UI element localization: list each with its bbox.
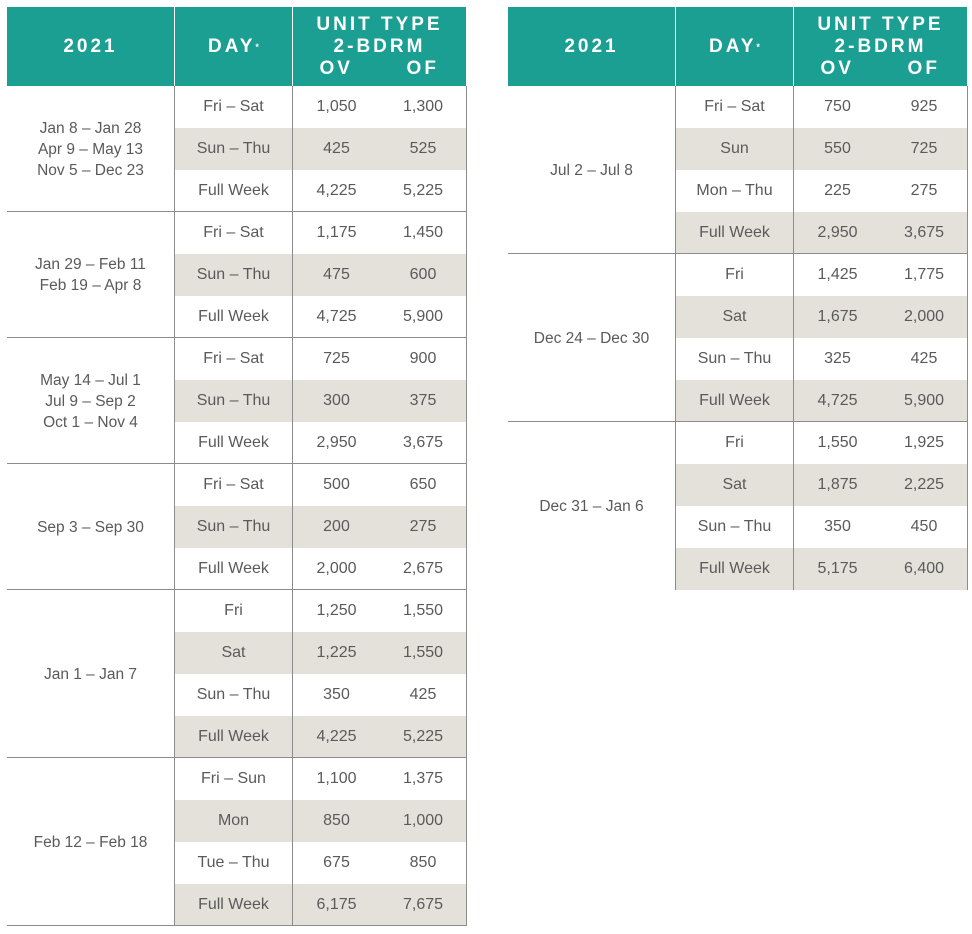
ov-points-cell: 1,550 [817, 434, 858, 451]
column-divider [675, 86, 676, 590]
of-points-cell: 2,225 [903, 476, 945, 493]
table-row [175, 212, 466, 254]
day-cell: Mon [217, 812, 250, 829]
table-row [676, 212, 967, 254]
date-range-line: Jan 1 – Jan 7 [43, 665, 138, 683]
table-row [175, 758, 466, 800]
of-points-cell: 1,550 [402, 602, 444, 619]
header-of: OF [907, 57, 940, 79]
table-row [676, 506, 967, 548]
table-row [676, 254, 967, 296]
day-cell: Fri [725, 266, 744, 283]
of-points-cell: 5,225 [402, 728, 444, 745]
table-row [676, 338, 967, 380]
column-divider [466, 86, 467, 926]
table-row [175, 254, 466, 296]
of-points-cell: 1,450 [402, 224, 444, 241]
date-range-line: Sep 3 – Sep 30 [37, 518, 144, 536]
table-row [175, 422, 466, 464]
header-year: 2021 [63, 35, 118, 57]
ov-points-cell: 2,950 [316, 434, 357, 451]
ov-points-cell: 1,425 [817, 266, 858, 283]
date-range [7, 212, 174, 338]
day-cell: Full Week [198, 434, 269, 451]
of-points-cell: 525 [409, 140, 437, 157]
table-row [676, 86, 967, 128]
table-row [175, 506, 466, 548]
table-row [175, 590, 466, 632]
of-points-cell: 1,550 [402, 644, 444, 661]
ov-points-cell: 1,675 [817, 308, 858, 325]
of-points-cell: 5,225 [402, 182, 444, 199]
header-day-footnote-mark: * [756, 41, 760, 52]
date-range [508, 254, 675, 422]
of-points-cell: 1,300 [402, 98, 444, 115]
column-divider [967, 86, 968, 590]
of-points-cell: 600 [409, 266, 437, 283]
day-cell: Fri – Sat [203, 98, 264, 115]
date-range-line: Nov 5 – Dec 23 [37, 161, 144, 179]
day-cell: Sun – Thu [697, 518, 772, 535]
table-row [676, 380, 967, 422]
of-points-cell: 650 [409, 476, 437, 493]
date-range [508, 422, 675, 590]
of-points-cell: 425 [409, 686, 437, 703]
date-range-lines [35, 254, 146, 296]
header-day-label: DAY [208, 35, 256, 57]
of-points-cell: 850 [409, 854, 437, 871]
header-ov: OV [820, 57, 854, 79]
ov-points-cell: 2,950 [817, 224, 858, 241]
ov-points-cell: 5,175 [817, 560, 858, 577]
day-cell: Full Week [699, 392, 770, 409]
date-range-lines [550, 160, 633, 181]
day-cell: Full Week [198, 308, 269, 325]
table-header [7, 7, 466, 86]
of-points-cell: 275 [910, 182, 938, 199]
of-points-cell: 2,675 [402, 560, 444, 577]
column-divider [793, 86, 794, 590]
ov-points-cell: 550 [824, 140, 851, 157]
of-points-cell: 900 [409, 350, 437, 367]
day-cell: Fri [725, 434, 744, 451]
day-cell: Tue – Thu [197, 854, 270, 871]
of-points-cell: 275 [409, 518, 437, 535]
date-range-line: May 14 – Jul 1 [40, 371, 141, 389]
date-range-line: Oct 1 – Nov 4 [43, 413, 138, 431]
ov-points-cell: 1,875 [817, 476, 858, 493]
date-range-lines [34, 832, 148, 853]
date-range-lines [37, 517, 144, 538]
table-row [175, 800, 466, 842]
date-range-line: Dec 24 – Dec 30 [533, 329, 650, 347]
day-cell: Sun – Thu [196, 686, 271, 703]
header-unit-size: 2-BDRM [834, 35, 927, 57]
day-cell: Sat [722, 308, 747, 325]
date-range-lines [44, 664, 137, 685]
ov-points-cell: 350 [323, 686, 350, 703]
table-row [175, 548, 466, 590]
ov-points-cell: 750 [824, 98, 851, 115]
of-points-cell: 725 [910, 140, 938, 157]
date-range-line: Jan 29 – Feb 11 [35, 256, 146, 273]
day-cell: Fri [224, 602, 243, 619]
header-of: OF [406, 57, 439, 79]
of-points-cell: 1,775 [903, 266, 945, 283]
table-row [676, 296, 967, 338]
table-row [175, 464, 466, 506]
header-day [175, 7, 292, 86]
day-cell: Full Week [198, 728, 269, 745]
date-range-lines [534, 328, 649, 349]
ov-points-cell: 1,050 [316, 98, 357, 115]
date-range-line: Feb 12 – Feb 18 [33, 833, 148, 851]
day-cell: Sun [720, 140, 749, 157]
day-cell: Full Week [198, 896, 269, 913]
day-cell: Sun – Thu [196, 392, 271, 409]
ov-points-cell: 475 [323, 266, 350, 283]
day-cell: Sat [722, 476, 747, 493]
ov-points-cell: 1,250 [316, 602, 357, 619]
ov-points-cell: 4,225 [316, 182, 357, 199]
ov-points-cell: 350 [824, 518, 851, 535]
date-range-line: Jan 8 – Jan 28 [39, 119, 142, 137]
table-row [676, 464, 967, 506]
of-points-cell: 1,375 [402, 770, 444, 787]
ov-points-cell: 675 [323, 854, 350, 871]
of-points-cell: 5,900 [903, 392, 945, 409]
date-range [7, 758, 174, 926]
day-cell: Full Week [699, 560, 770, 577]
table-row [175, 128, 466, 170]
table-header [508, 7, 967, 86]
ov-points-cell: 6,175 [316, 896, 357, 913]
ov-points-cell: 1,175 [316, 224, 357, 241]
table-row [175, 86, 466, 128]
header-unit-type-label: UNIT TYPE [316, 13, 443, 35]
ov-points-cell: 325 [824, 350, 851, 367]
ov-points-cell: 725 [323, 350, 350, 367]
ov-points-cell: 4,725 [817, 392, 858, 409]
day-cell: Fri – Sat [203, 476, 264, 493]
of-points-cell: 3,675 [903, 224, 945, 241]
ov-points-cell: 4,725 [316, 308, 357, 325]
day-cell: Sat [221, 644, 246, 661]
date-range-lines [37, 118, 144, 181]
day-cell: Full Week [198, 182, 269, 199]
day-cell: Fri – Sat [704, 98, 765, 115]
ov-points-cell: 1,100 [316, 770, 357, 787]
table-row [175, 380, 466, 422]
ov-points-cell: 4,225 [316, 728, 357, 745]
day-cell: Full Week [699, 224, 770, 241]
table-row [676, 128, 967, 170]
table-row [175, 716, 466, 758]
day-cell: Fri – Sat [203, 224, 264, 241]
ov-points-cell: 300 [323, 392, 350, 409]
date-range-line: Dec 31 – Jan 6 [539, 497, 644, 515]
ov-points-cell: 850 [323, 812, 350, 829]
table-row [175, 338, 466, 380]
day-cell: Fri – Sun [201, 770, 266, 787]
date-range-lines [40, 370, 141, 433]
of-points-cell: 925 [910, 98, 938, 115]
day-cell: Sun – Thu [697, 350, 772, 367]
ov-points-cell: 2,000 [316, 560, 357, 577]
of-points-cell: 7,675 [402, 896, 444, 913]
date-range [508, 86, 675, 254]
header-unit-type-label: UNIT TYPE [817, 13, 944, 35]
date-range-line: Jul 2 – Jul 8 [550, 161, 633, 179]
day-cell: Full Week [198, 560, 269, 577]
table-row [175, 296, 466, 338]
date-range-line: Apr 9 – May 13 [37, 140, 144, 158]
column-divider [174, 86, 175, 926]
table-row [676, 170, 967, 212]
day-cell: Mon – Thu [696, 182, 773, 199]
date-range [7, 590, 174, 758]
header-unit-type [293, 7, 466, 86]
date-range-line: Feb 19 – Apr 8 [39, 277, 142, 294]
header-year: 2021 [564, 35, 619, 57]
day-cell: Sun – Thu [196, 266, 271, 283]
header-day [676, 7, 793, 86]
of-points-cell: 6,400 [903, 560, 945, 577]
table-row [175, 884, 466, 926]
table-row [676, 548, 967, 590]
header-day-label: DAY [709, 35, 757, 57]
of-points-cell: 375 [409, 392, 437, 409]
date-range [7, 464, 174, 590]
ov-points-cell: 225 [824, 182, 851, 199]
date-range [7, 86, 174, 212]
header-unit-size: 2-BDRM [333, 35, 426, 57]
of-points-cell: 425 [910, 350, 938, 367]
of-points-cell: 1,925 [903, 434, 945, 451]
header-day-footnote-mark: * [255, 41, 259, 52]
ov-points-cell: 425 [323, 140, 350, 157]
of-points-cell: 450 [910, 518, 938, 535]
of-points-cell: 5,900 [402, 308, 444, 325]
day-cell: Sun – Thu [196, 140, 271, 157]
of-points-cell: 2,000 [903, 308, 945, 325]
of-points-cell: 1,000 [402, 812, 444, 829]
day-cell: Fri – Sat [203, 350, 264, 367]
date-range [7, 338, 174, 464]
ov-points-cell: 500 [323, 476, 350, 493]
day-cell: Sun – Thu [196, 518, 271, 535]
of-points-cell: 3,675 [402, 434, 444, 451]
table-row [175, 674, 466, 716]
column-divider [292, 86, 293, 926]
table-row [175, 842, 466, 884]
ov-points-cell: 1,225 [316, 644, 357, 661]
date-range-line: Jul 9 – Sep 2 [45, 392, 136, 410]
date-range-lines [539, 496, 643, 517]
header-unit-type [794, 7, 967, 86]
table-row [175, 632, 466, 674]
table-row [676, 422, 967, 464]
header-ov: OV [319, 57, 353, 79]
group-divider [7, 925, 466, 926]
ov-points-cell: 200 [323, 518, 350, 535]
table-row [175, 170, 466, 212]
